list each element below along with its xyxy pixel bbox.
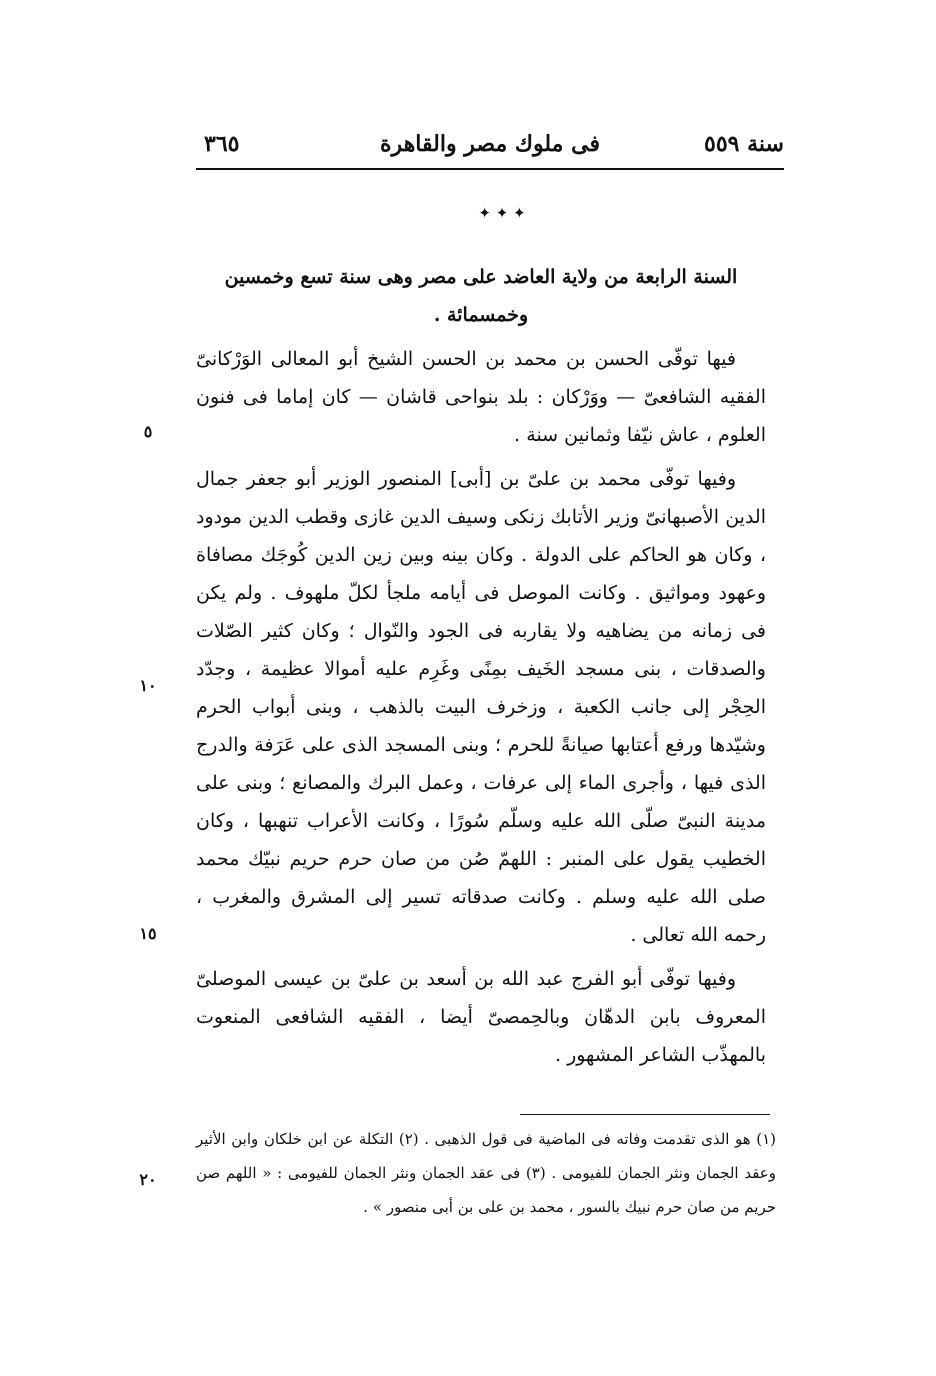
header-title: فى ملوك مصر والقاهرة xyxy=(380,131,600,157)
paragraph-2: وفيها توفّى محمد بن علىّ بن [أبى] المنصور الوزير أبو جعفر جمال الدين الأصبهانىّ وزير الأتابك زنكى وسيف الدين غازى وقطب الدين مودود ، وكان هو الحاكم على الدولة . وكان بينه وبين زين الدين كُوجَك مصافاة وعهود ومواثيق . وكانت الموصل فى أيامه ملجأ لكلّ ملهوف . ولم يكن فى زمانه من يضاهيه ولا يقاربه فى الجود والنّوال ؛ وكان كثير الصّلات والصدقات ، بنى مسجد الخَيف بمِنًى وغَرِم عليه أموالا عظيمة ، وجدّد الحِجْر إلى جانب الكعبة ، وزخرف البيت بالذهب ، وبنى أبواب الحرم وشيّدها ورفع أعتابها صيانةً للحرم ؛ وبنى المسجد الذى على عَرَفة والدرج الذى فيها ، وأجرى الماء إلى عرفات ، وعمل البرك والمصانع ؛ وبنى على مدينة النبىّ صلّى الله عليه وسلّم سُورًا ، وكانت الأعراب تنهبها ، وكان الخطيب يقول على المنبر : اللهمّ صُن من صان حرم حريم نبيّك محمد صلى الله عليه وسلم . وكانت صدقاته تسير إلى المشرق والمغرب ، رحمه الله تعالى . xyxy=(196,468,766,946)
section-ornament: ✦ ✦ ✦ xyxy=(478,204,526,222)
line-number-20: ٢٠ xyxy=(139,1170,157,1189)
paragraph-1: فيها توفّى الحسن بن محمد بن الحسن الشيخ أبو المعالى الوَرْكانىّ الفقيه الشافعىّ — ووَرْكان : بلد بنواحى قاشان — كان إماما فى فنون العلوم ، عاش نيّفا وثمانين سنة . xyxy=(196,348,766,446)
section-title: السنة الرابعة من ولاية العاضد على مصر وهى سنة تسع وخمسين وخمسمائة . xyxy=(224,266,738,326)
line-number-10: ١٠ xyxy=(139,676,157,695)
header-page-number: ٣٦٥ xyxy=(204,131,240,157)
header-rule xyxy=(196,168,784,170)
line-number-15: ١٥ xyxy=(139,924,157,943)
header-year: سنة ٥٥٩ xyxy=(704,131,784,157)
running-header xyxy=(196,128,784,164)
footnote-text: (١) هو الذى تقدمت وفاته فى الماضية فى قول الذهبى . (٢) التكلة عن ابن خلكان وابن الأثير وعقد الجمان ونثر الجمان للفيومى . (٣) فى عقد الجمان ونثر الجمان للفيومى : « اللهم صن حريم من صان حرم نبيك بالسور ، محمد بن على بن أبى منصور » . xyxy=(196,1130,776,1216)
footnote-rule xyxy=(520,1114,770,1115)
main-text xyxy=(196,258,766,1074)
paragraph-3: وفيها توفّى أبو الفرج عبد الله بن أسعد بن علىّ بن عيسى الموصلىّ المعروف بابن الدهّان وبالحِمصىّ أيضا ، الفقيه الشافعى المنعوت بالمهذّب الشاعر المشهور . xyxy=(196,968,766,1066)
line-number-5: ٥ xyxy=(143,422,153,441)
footnotes xyxy=(196,1122,776,1224)
